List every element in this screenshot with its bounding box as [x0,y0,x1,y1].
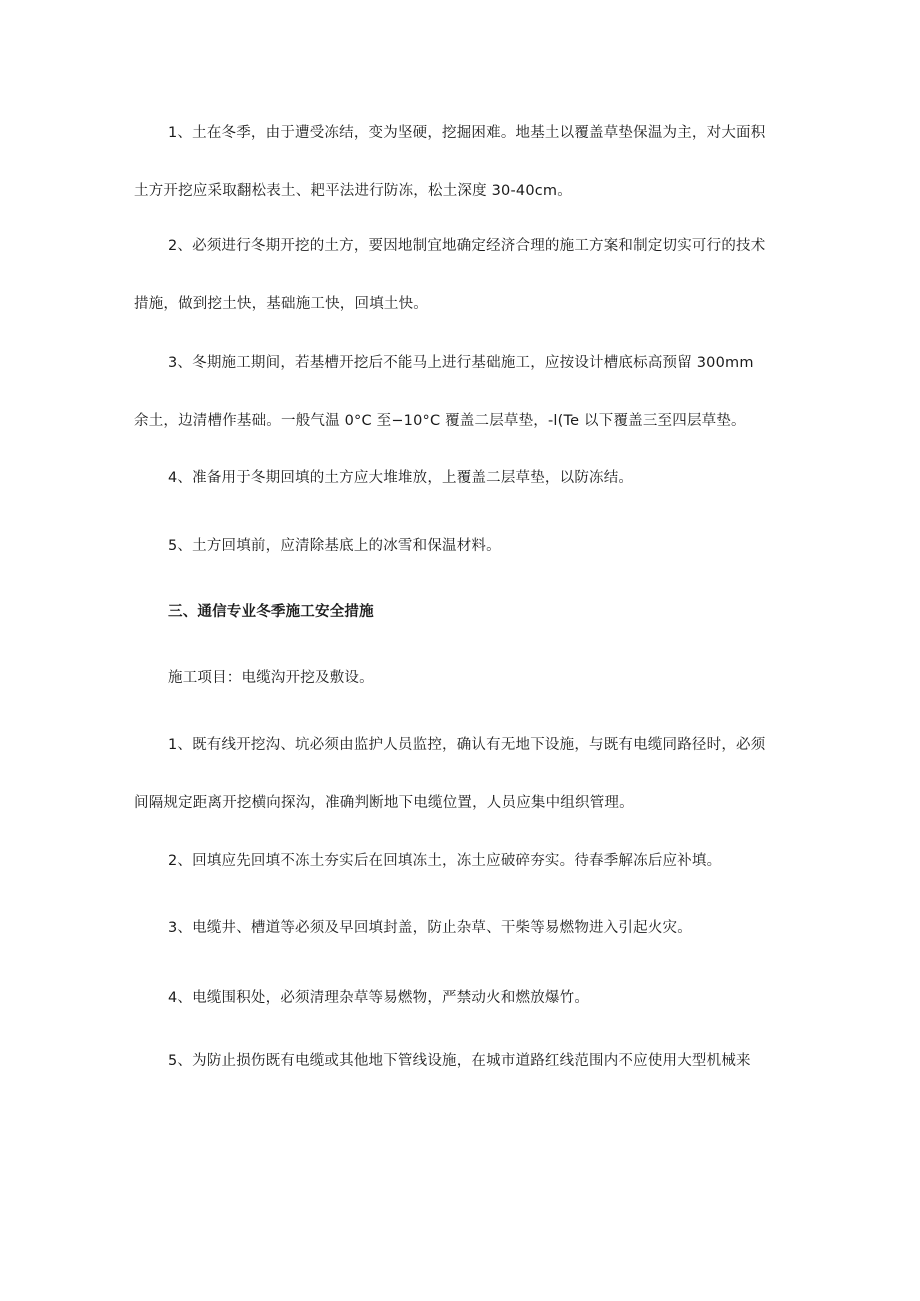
paragraph-line: 3、冬期施工期间，若基槽开挖后不能马上进行基础施工，应按设计槽底标高预留 300mm [168,355,754,371]
paragraph-line: 措施，做到挖土快，基础施工快，回填土快。 [134,296,428,312]
paragraph-line: 5、为防止损伤既有电缆或其他地下管线设施，在城市道路红线范围内不应使用大型机械来 [168,1053,751,1069]
paragraph-line: 5、土方回填前，应清除基底上的冰雪和保温材料。 [168,538,501,554]
section-heading-text: 三、通信专业冬季施工安全措施 [168,604,374,620]
paragraph-6 [134,735,789,813]
paragraph-7 [134,851,789,871]
paragraph-line: 1、土在冬季，由于遭受冻结，变为坚硬，挖掘困难。地基土以覆盖草垫保温为主，对大面积 [168,125,766,141]
paragraph-line: 3、电缆井、槽道等必须及早回填封盖，防止杂草、干柴等易燃物进入引起火灾。 [168,920,692,936]
paragraph-4 [134,468,789,488]
paragraph-line: 4、电缆围积处，必须清理杂草等易燃物，严禁动火和燃放爆竹。 [168,990,590,1006]
paragraph-5 [134,536,789,556]
paragraph-line: 施工项目：电缆沟开挖及敷设。 [168,670,374,686]
paragraph-line: 土方开挖应采取翻松表土、耙平法进行防冻，松土深度 30-40cm。 [134,183,572,199]
paragraph-line: 4、准备用于冬期回填的土方应大堆堆放，上覆盖二层草垫，以防冻结。 [168,470,634,486]
paragraph-2 [134,236,789,314]
paragraph-3 [134,353,789,431]
paragraph-line: 2、回填应先回填不冻土夯实后在回填冻土，冻土应破碎夯实。待春季解冻后应补填。 [168,853,722,869]
paragraph-8 [134,918,789,938]
paragraph-line: 间隔规定距离开挖横向探沟，准确判断地下电缆位置，人员应集中组织管理。 [134,795,634,811]
paragraph-line: 1、既有线开挖沟、坑必须由监护人员监控，确认有无地下设施，与既有电缆同路径时，必须 [168,737,766,753]
paragraph-line: 余土，边清槽作基础。一般气温 0°C 至−10°C 覆盖二层草垫，-l(Te 以下覆盖三至四层草垫。 [134,413,746,429]
paragraph-line: 2、必须进行冬期开挖的土方，要因地制宜地确定经济合理的施工方案和制定切实可行的技术 [168,238,766,254]
paragraph-1 [134,123,789,201]
section-heading [134,602,789,622]
paragraph-9 [134,988,789,1008]
paragraph-project [134,668,789,688]
paragraph-10 [134,1051,789,1071]
